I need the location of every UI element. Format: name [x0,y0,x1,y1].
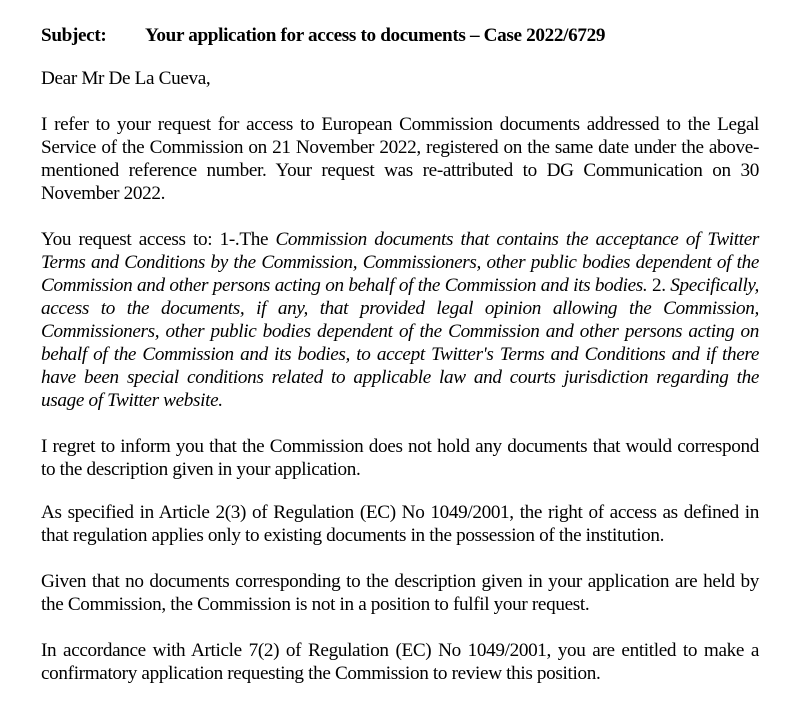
paragraph-request-description [41,228,759,412]
letter-page [41,24,759,708]
subject-text: Your application for access to documents – Case 2022/6729 [145,25,606,46]
request-intro: You request access to: 1-.The [41,229,276,250]
request-item-1: Commission documents that contains the acceptance of Twitter Terms and Conditions by the Commission, Commissioners, other public bodies dependent of the Commission and other persons acting on behalf of the Commission and its bodies. [41,229,759,296]
request-item-2: Specifically, access to the documents, if any, that provided legal opinion allowing the Commission, Commissioners, other public bodies dependent of the Commission and other persons acting on behalf of the Commission and its bodies, to accept Twitter's Terms and Conditions and if there have been special conditions related to applicable law and courts jurisdiction regarding the usage of Twitter website. [41,275,759,411]
subject-line [41,24,759,47]
paragraph-no-documents: I regret to inform you that the Commission does not hold any documents that would correspond to the description given in your application. [41,436,759,480]
request-item-2-number: 2. [647,275,671,296]
subject-label: Subject: [41,25,107,46]
paragraph-cannot-fulfil: Given that no documents corresponding to the description given in your application are held by the Commission, the Commission is not in a position to fulfil your request. [41,571,759,615]
paragraph-request-reference: I refer to your request for access to European Commission documents addressed to the Legal Service of the Commission on 21 November 2022, registered on the same date under the above-mentioned reference number. Your request was re-attributed to DG Communication on 30 November 2022. [41,114,759,204]
paragraph-confirmatory-application: In accordance with Article 7(2) of Regulation (EC) No 1049/2001, you are entitled to make a confirmatory application requesting the Commission to review this position. [41,640,759,684]
salutation: Dear Mr De La Cueva, [41,68,211,89]
paragraph-regulation-article-2: As specified in Article 2(3) of Regulation (EC) No 1049/2001, the right of access as defined in that regulation applies only to existing documents in the possession of the institution. [41,502,759,546]
